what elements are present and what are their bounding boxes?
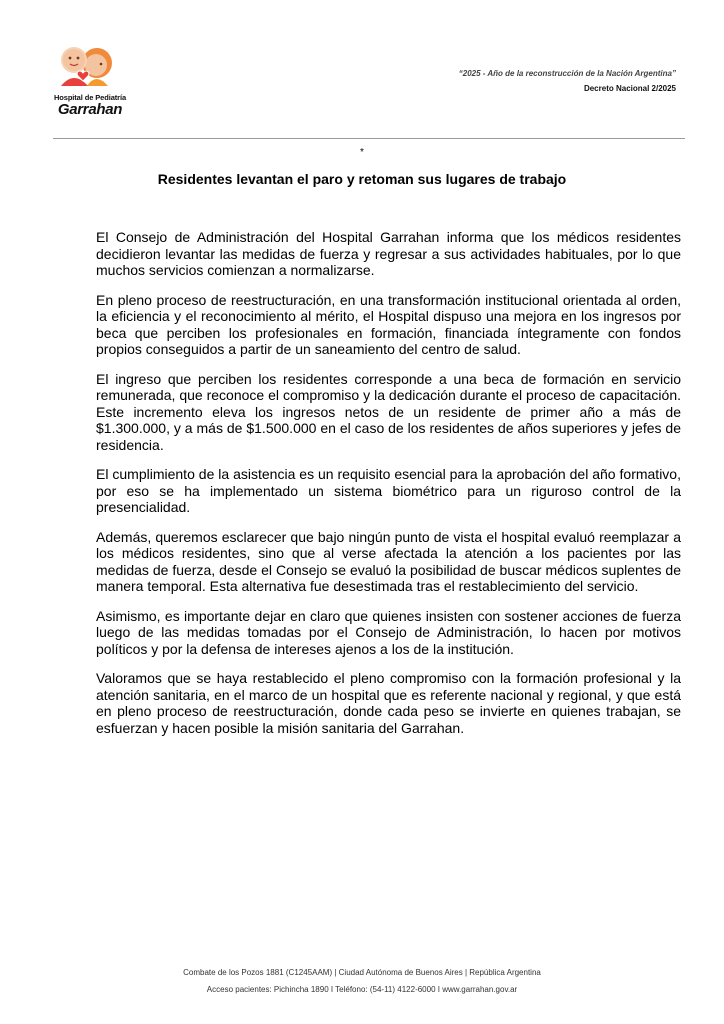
paragraph: El cumplimiento de la asistencia es un requisito esencial para la aprobación del año formativo, por eso se ha implementado un sistema biométrico para un riguroso control de la presencialidad. [96,466,681,515]
paragraph: El Consejo de Administración del Hospital Garrahan informa que los médicos residentes decidieron levantar las medidas de fuerza y regresar a sus actividades habituales, por lo que muchos servicios comienzan a normalizarse. [96,229,681,278]
paragraph: En pleno proceso de reestructuración, en una transformación institucional orientada al orden, la eficiencia y el reconocimiento al mérito, el Hospital dispuso una mejora en los ingresos por beca que perciben los profesionales en formación, financiada íntegramente con fondos propios conseguidos a partir de un saneamiento del centro de salud. [96,291,681,357]
footer-contact: Acceso pacientes: Pichincha 1890 I Teléfono: (54-11) 4122-6000 I www.garrahan.gov.ar [206,985,518,994]
year-motto: “2025 - Año de la reconstrucción de la Nación Argentina” [458,69,676,78]
logo-subtitle: Hospital de Pediatría [53,93,127,102]
paragraph: El ingreso que perciben los residentes corresponde a una beca de formación en servicio remunerada, que reconoce el compromiso y la dedicación durante el proceso de capacitación. Este incremento eleva los ingresos netos de un residente de primer año a más de $1.300.000, y a más de $1.500.000 en el caso de los residentes de años superiores y jefes de residencia. [96,370,681,453]
hospital-logo [50,42,130,120]
document-body [96,229,681,749]
header-divider [53,138,685,139]
paragraph: Asimismo, es importante dejar en claro que quienes insisten con sostener acciones de fuerza luego de las medidas tomadas por el Consejo de Administración, lo hacen por motivos políticos y por la defensa de intereses ajenos a los de la institución. [96,607,681,657]
paragraph: Valoramos que se haya restablecido el pleno compromiso con la formación profesional y la atención sanitaria, en el marco de un hospital que es referente nacional y regional, y que está en pleno proceso de reestructuración, donde cada peso se invierte en quienes trabajan, se esfuerzan y hacen posible la misión sanitaria del Garrahan. [96,670,681,736]
logo-name: Garrahan [57,101,123,118]
document-title: Residentes levantan el paro y retoman sus lugares de trabajo [157,171,567,187]
footer-address: Combate de los Pozos 1881 (C1245AAM) | Ciudad Autónoma de Buenos Aires | República Argentina [183,968,541,977]
separator-mark: * [360,147,364,158]
children-logo-icon [50,42,130,94]
decree-reference: Decreto Nacional 2/2025 [583,84,676,93]
paragraph: Además, queremos esclarecer que bajo ningún punto de vista el hospital evaluó reemplazar a los médicos residentes, sino que al verse afectada la atención a los pacientes por las medidas de fuerza, desde el Consejo se evaluó la posibilidad de buscar médicos suplentes de manera temporal. Esta alternativa fue desestimada tras el restablecimiento del servicio. [96,528,681,594]
